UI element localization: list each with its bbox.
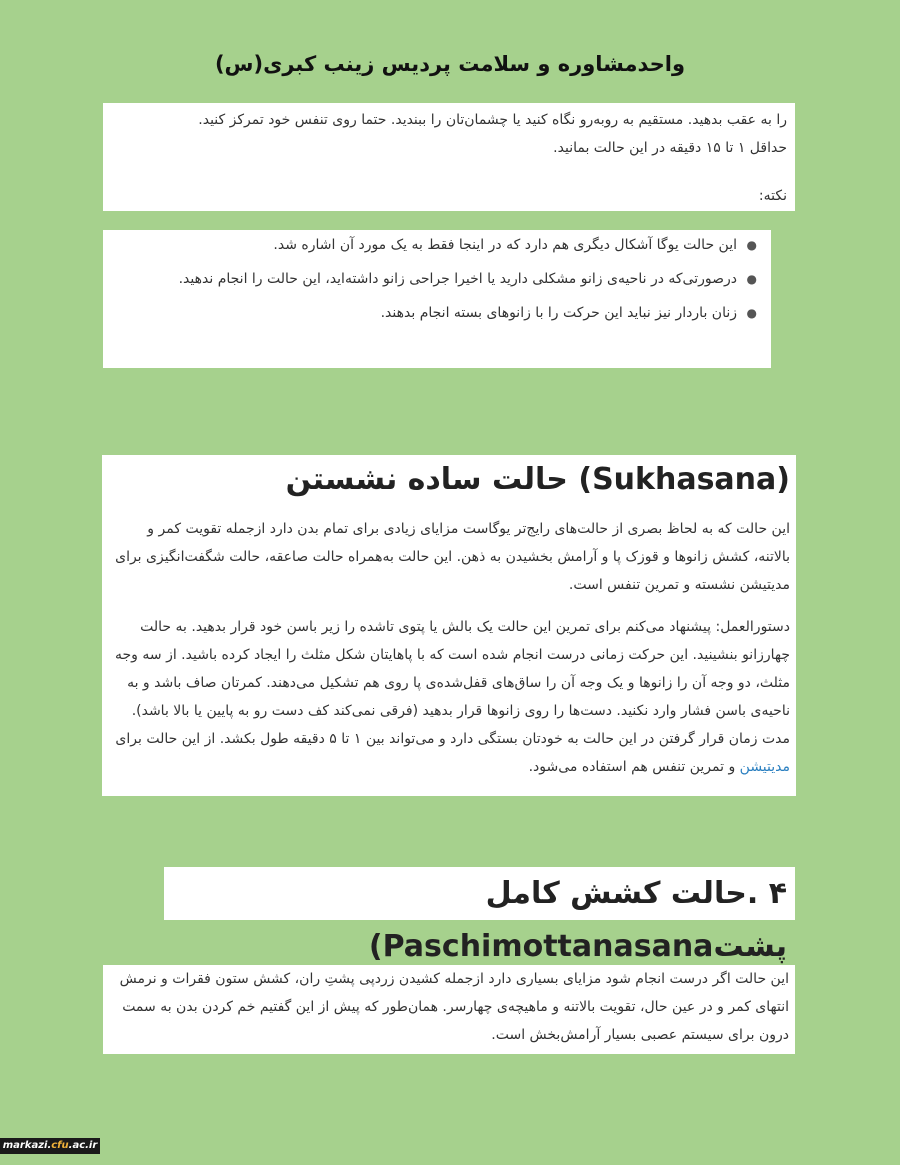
page-title: واحدمشاوره و سلامت پردیس زینب کبری(س): [214, 52, 686, 76]
instruction-line-2: حداقل ۱ تا ۱۵ دقیقه در این حالت بمانید.: [553, 140, 787, 156]
notes-list: [109, 231, 763, 327]
watermark-prefix: markazi.: [2, 1140, 52, 1151]
notes-panel: [103, 230, 771, 368]
paschimottanasana-panel: [103, 965, 795, 1054]
watermark-suffix: .ac.ir: [68, 1140, 98, 1151]
paschimottanasana-heading-panel: [164, 867, 795, 964]
instruction-line-1: را به عقب بدهید. مستقیم به روبه‌رو نگاه کنید یا چشمان‌تان را ببندید. حتما روی تنفس خود تمرکز کنید.: [198, 112, 787, 128]
site-watermark: [0, 1138, 100, 1154]
note-label: نکته:: [758, 188, 787, 204]
watermark-accent: cfu: [51, 1140, 69, 1151]
bullet-icon: ●: [746, 238, 757, 252]
list-item-text: این حالت یوگا آشکال دیگری هم دارد که در اینجا فقط به یک مورد آن اشاره شد.: [273, 237, 737, 253]
sukhasana-panel: [102, 455, 796, 796]
sukhasana-heading: (Sukhasana) حالت ساده نشستن: [285, 462, 790, 497]
instructions-text-end: و تمرین تنفس هم استفاده می‌شود.: [528, 759, 740, 775]
bullet-icon: ●: [746, 306, 757, 320]
list-item: [109, 299, 757, 327]
list-item: [109, 265, 757, 293]
meditation-link[interactable]: مدیتیشن: [739, 759, 790, 775]
list-item: [109, 231, 757, 259]
list-item-text: زنان باردار نیز نباید این حرکت را با زانوهای بسته انجام بدهند.: [380, 305, 737, 321]
bullet-icon: ●: [746, 272, 757, 286]
paschimottanasana-heading: ۴ .حالت کشش کامل پشتPaschimottanasana): [368, 876, 787, 964]
list-item-text: درصورتی‌که در ناحیه‌ی زانو مشکلی دارید یا اخیرا جراحی زانو داشته‌اید، این حالت را انجام ندهید.: [178, 271, 737, 287]
sukhasana-instructions: [108, 613, 790, 781]
sukhasana-description: این حالت که به لحاظ بصری از حالت‌های رایج‌تر یوگاست مزایای زیادی برای تمام بدن دارد ازجمله تقویت کمر و بالاتنه، کشش زانوها و قوزک پا و آرامش بخشیدن به ذهن. این حالت به‌همراه حالت صاعقه، حالت شگفت‌انگیزی برای مدیتیشن نشسته و تمرین تنفس است.: [115, 521, 790, 593]
paschimottanasana-description: این حالت اگر درست انجام شود مزایای بسیاری دارد ازجمله کشیدن زردپی پشتِ ران، کشش ستون فقرات و نرمش انتهای کمر و در عین حال، تقویت بالاتنه و ماهیچه‌ی چهارسر. همان‌طور که پیش از این گفتیم خم کردن بدن به سمت درون برای سیستم عصبی بسیار آرامش‌بخش است.: [119, 971, 789, 1043]
intro-panel: [103, 103, 795, 211]
instructions-text: دستورالعمل: پیشنهاد می‌کنم برای تمرین این حالت یک بالش یا پتوی تاشده را زیر باسن خود قرار بدهید. به حالت چهارزانو بنشینید. این حرکت زمانی درست انجام شده است که با پاهایتان شکل مثلث را ایجاد کرده باشید. از سه وجه مثلث، دو وجه آن را زانوها و یک وجه آن را ساق‌های قفل‌شده‌ی پا روی هم تشکیل می‌دهند. کمرتان صاف باشد و به ناحیه‌ی باسن فشار وارد نکنید. دست‌ها را روی زانوها قرار بدهید (فرقی نمی‌کند کف دست رو به پایین یا بالا باشد). مدت زمان قرار گرفتن در این حالت به خودتان بستگی دارد و می‌تواند بین ۱ تا ۵ دقیقه طول بکشد. از این حالت برای: [115, 619, 790, 747]
